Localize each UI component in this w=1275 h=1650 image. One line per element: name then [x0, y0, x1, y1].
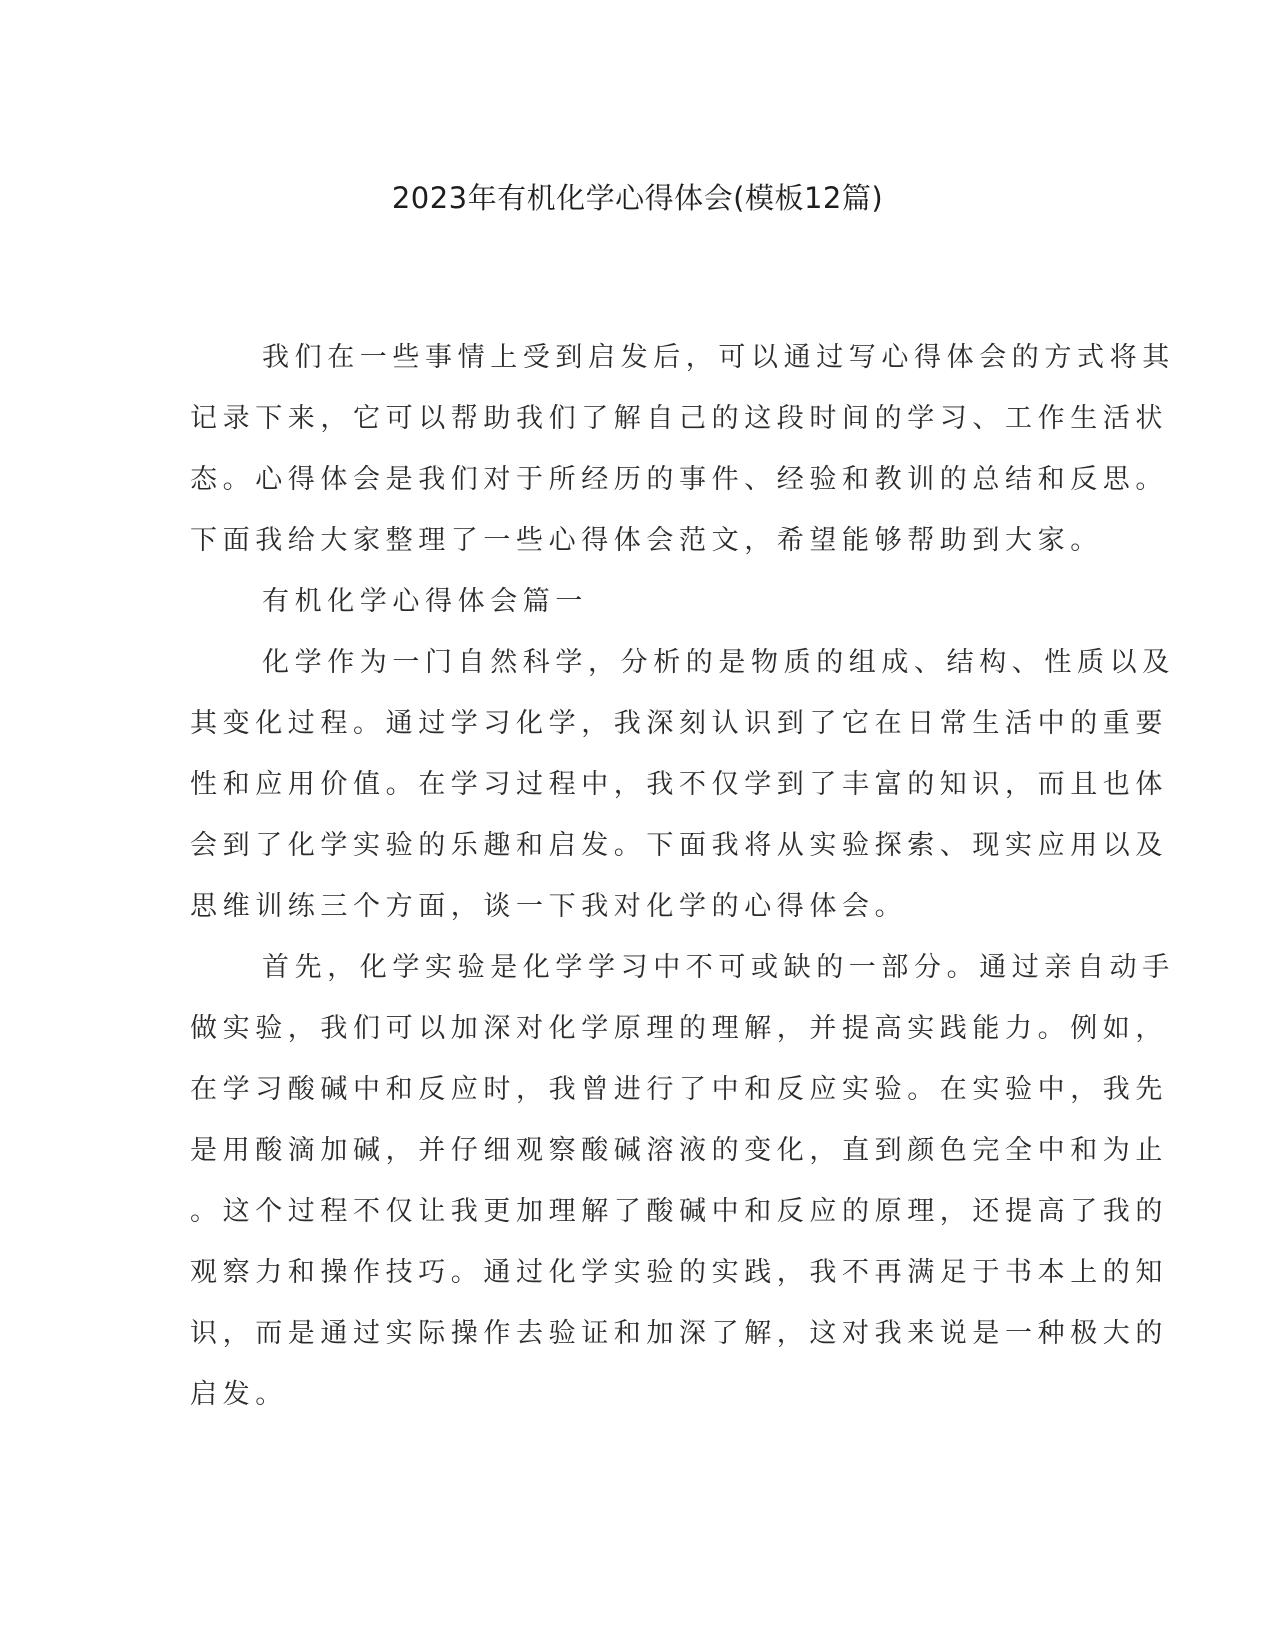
paragraph-line: 记录下来，它可以帮助我们了解自己的这段时间的学习、工作生活状: [190, 403, 1168, 434]
document-title: 2023年有机化学心得体会(模板12篇): [391, 181, 884, 215]
paragraph-line: 。这个过程不仅让我更加理解了酸碱中和反应的原理，还提高了我的: [190, 1196, 1168, 1227]
document-body: [190, 327, 1175, 1425]
paragraph-line: 化学作为一门自然科学，分析的是物质的组成、结构、性质以及: [262, 647, 1175, 678]
paragraph-line: 做实验，我们可以加深对化学原理的理解，并提高实践能力。例如，: [190, 1013, 1168, 1044]
paragraph-line: 识，而是通过实际操作去验证和加深了解，这对我来说是一种极大的: [190, 1318, 1168, 1349]
paragraph-line: 会到了化学实验的乐趣和启发。下面我将从实验探索、现实应用以及: [190, 830, 1168, 861]
paragraph-line: 其变化过程。通过学习化学，我深刻认识到了它在日常生活中的重要: [190, 708, 1168, 739]
paragraph-line: 首先，化学实验是化学学习中不可或缺的一部分。通过亲自动手: [262, 952, 1175, 983]
paragraph-line: 启发。: [190, 1379, 288, 1410]
paragraph-line: 在学习酸碱中和反应时，我曾进行了中和反应实验。在实验中，我先: [190, 1074, 1168, 1105]
paragraph-line: 下面我给大家整理了一些心得体会范文，希望能够帮助到大家。: [190, 525, 1103, 556]
paragraph-line: 是用酸滴加碱，并仔细观察酸碱溶液的变化，直到颜色完全中和为止: [190, 1135, 1168, 1166]
paragraph-line: 思维训练三个方面，谈一下我对化学的心得体会。: [190, 891, 908, 922]
paragraph-line: 性和应用价值。在学习过程中，我不仅学到了丰富的知识，而且也体: [190, 769, 1168, 800]
paragraph-line: 我们在一些事情上受到启发后，可以通过写心得体会的方式将其: [262, 342, 1175, 373]
paragraph-line: 态。心得体会是我们对于所经历的事件、经验和教训的总结和反思。: [190, 464, 1168, 495]
section-heading: 有机化学心得体会篇一: [262, 586, 588, 617]
paragraph-line: 观察力和操作技巧。通过化学实验的实践，我不再满足于书本上的知: [190, 1257, 1168, 1288]
